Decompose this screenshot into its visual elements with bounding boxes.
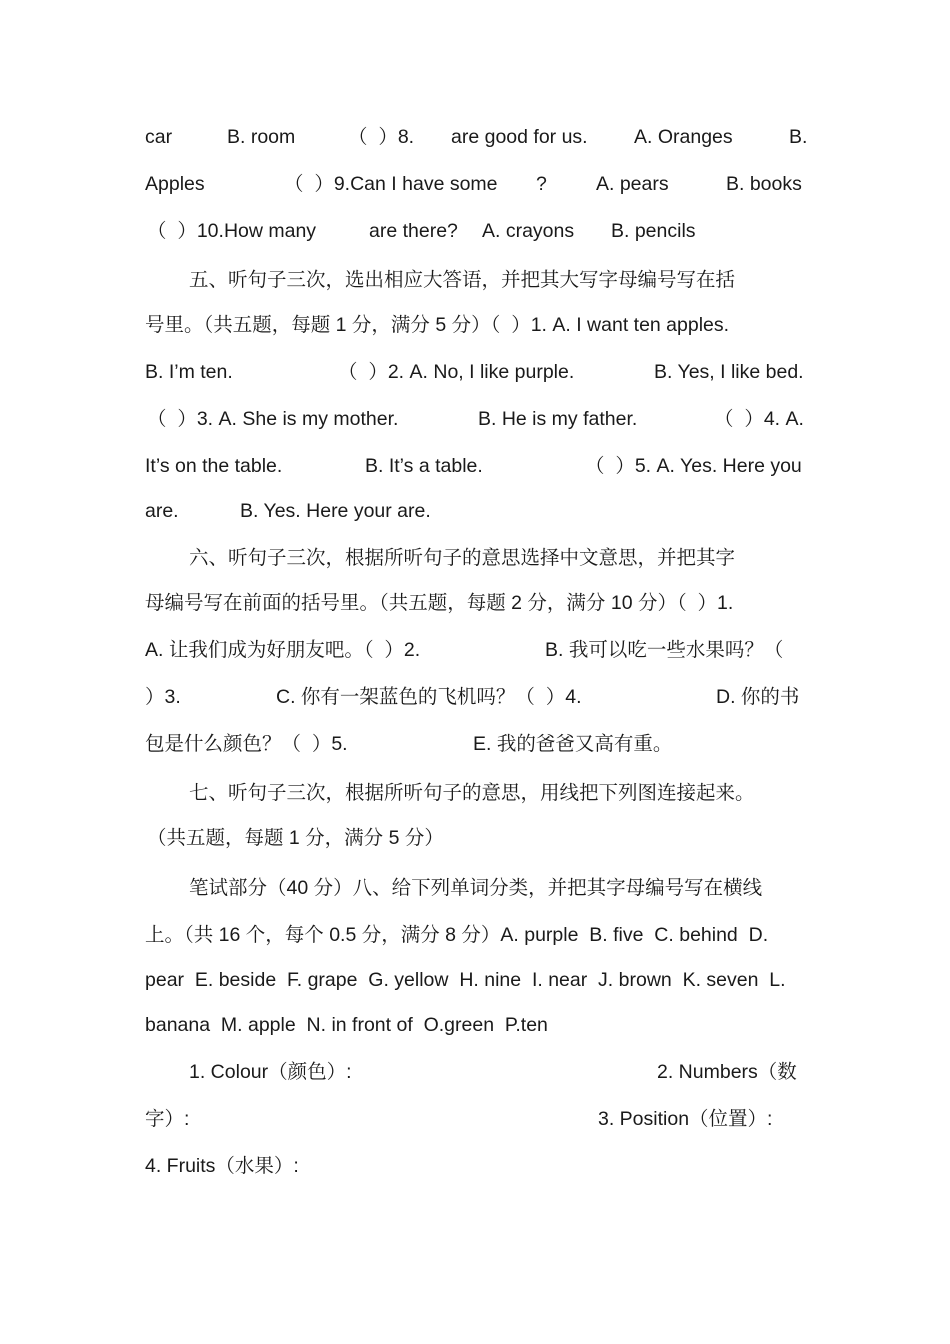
text-line-13	[145, 682, 807, 712]
text-segment: E. 我的爸爸又高有重。	[473, 733, 673, 755]
category-position-label: 3. Position（位置）:	[598, 1108, 773, 1130]
text-line-18	[145, 920, 807, 950]
text-segment: A. crayons	[482, 220, 575, 242]
text-segment: （ ）5. A. Yes. Here you	[585, 455, 802, 477]
category-colour-label: 1. Colour（颜色）:	[189, 1061, 352, 1083]
text-line-5	[145, 310, 807, 340]
section-heading-5: 五、听句子三次，选出相应大答语，并把其大写字母编号写在括	[189, 269, 736, 291]
text-segment: 母编号写在前面的括号里。（共五题，每题 2 分，满分 10 分）（ ）1.	[145, 592, 734, 614]
text-segment: 上。（共 16 个，每个 0.5 分，满分 8 分）A. purple B. five C. behind D.	[145, 924, 769, 946]
text-line-20	[145, 1010, 807, 1040]
text-line-10	[145, 543, 807, 573]
text-segment: are there?	[369, 220, 458, 242]
text-segment: （ ）4. A.	[714, 408, 804, 430]
text-segment: A. 让我们成为好朋友吧。（ ）2.	[145, 639, 421, 661]
text-segment: （共五题，每题 1 分，满分 5 分）	[147, 827, 444, 849]
text-line-19	[145, 965, 807, 995]
text-segment: C. 你有一架蓝色的飞机吗？（ ）4.	[276, 686, 582, 708]
text-line-1	[145, 122, 807, 152]
text-line-7	[145, 404, 807, 434]
text-segment: （ ）8.	[348, 126, 415, 148]
text-line-6	[145, 357, 807, 387]
text-line-12	[145, 635, 807, 665]
text-line-2	[145, 169, 807, 199]
text-line-16	[145, 823, 807, 853]
text-segment: B. He is my father.	[478, 408, 638, 430]
text-segment: pear E. beside F. grape G. yellow H. nine I. near J. brown K. seven L.	[145, 969, 786, 991]
text-segment: Apples	[145, 173, 205, 195]
text-segment: ）3.	[145, 686, 181, 708]
text-segment: B. room	[227, 126, 296, 148]
text-line-8	[145, 451, 807, 481]
text-segment: （ ）10.How many	[147, 220, 317, 242]
text-line-14	[145, 729, 807, 759]
text-segment: B.	[789, 126, 808, 148]
text-segment: car	[145, 126, 173, 148]
text-line-23	[145, 1151, 807, 1181]
text-segment: B. It’s a table.	[365, 455, 483, 477]
text-line-9	[145, 496, 807, 526]
text-segment: 号里。（共五题，每题 1 分，满分 5 分）（ ）1. A. I want ten apples.	[145, 314, 730, 336]
section-heading-7: 七、听句子三次，根据所听句子的意思，用线把下列图连接起来。	[189, 782, 755, 804]
text-segment: B. books	[726, 173, 802, 195]
text-line-15	[145, 778, 807, 808]
section-heading-8: 笔试部分（40 分）八、给下列单词分类，并把其字母编号写在横线	[189, 877, 763, 899]
text-segment: B. I’m ten.	[145, 361, 233, 383]
text-line-22	[145, 1104, 807, 1134]
text-segment: A. Oranges	[634, 126, 733, 148]
text-segment: （ ）2. A. No, I like purple.	[338, 361, 575, 383]
text-line-4	[145, 265, 807, 295]
text-segment: D. 你的书	[716, 686, 800, 708]
category-fruits-label: 4. Fruits（水果）:	[145, 1155, 299, 1177]
text-segment: （ ）9.Can I have some	[284, 173, 498, 195]
text-segment: banana M. apple N. in front of O.green P.ten	[145, 1014, 548, 1036]
text-line-11	[145, 588, 807, 618]
text-line-17	[145, 873, 807, 903]
text-segment: are good for us.	[451, 126, 588, 148]
text-segment: B. 我可以吃一些水果吗？（	[545, 639, 784, 661]
text-segment: are.	[145, 500, 179, 522]
text-segment: B. Yes. Here your are.	[240, 500, 431, 522]
text-line-21	[145, 1057, 807, 1087]
text-segment: 包是什么颜色？（ ）5.	[145, 733, 348, 755]
text-segment: 字）:	[145, 1108, 190, 1130]
text-line-3	[145, 216, 807, 246]
text-segment: B. Yes, I like bed.	[654, 361, 804, 383]
text-segment: （ ）3. A. She is my mother.	[147, 408, 399, 430]
category-numbers-label: 2. Numbers（数	[657, 1061, 797, 1083]
text-segment: A. pears	[596, 173, 669, 195]
text-segment: B. pencils	[611, 220, 696, 242]
section-heading-6: 六、听句子三次，根据所听句子的意思选择中文意思，并把其字	[189, 547, 736, 569]
text-segment: ?	[536, 173, 547, 195]
text-segment: It’s on the table.	[145, 455, 283, 477]
